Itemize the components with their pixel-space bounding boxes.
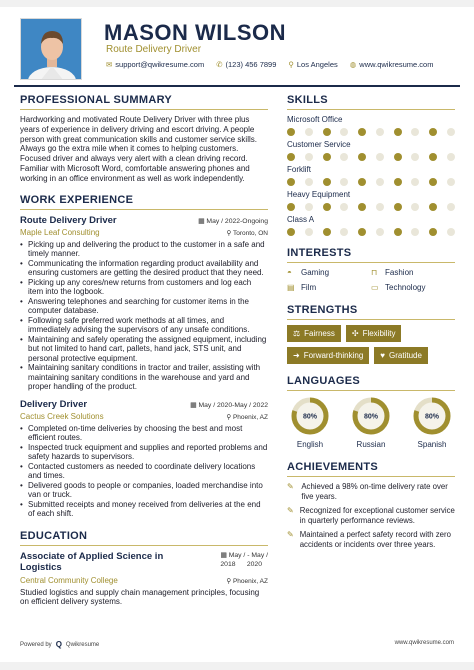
achievement-text: Recognized for exceptional customer service in quarterly performance reviews. (299, 506, 455, 525)
laptop-icon: ▭ (371, 283, 379, 292)
job-date-text: May / 2020-May / 2022 (198, 401, 268, 409)
mail-icon: ✉ (106, 60, 113, 69)
rating-dot (358, 128, 366, 136)
interest-label: Gaming (301, 268, 330, 277)
summary-title: PROFESSIONAL SUMMARY (20, 94, 173, 106)
job-location (226, 413, 268, 421)
email-item[interactable] (106, 60, 204, 69)
rating-dot (287, 228, 295, 236)
strength-label: Gratitude (389, 351, 422, 360)
qwikresume-logo-icon: Q (55, 640, 62, 649)
interests-title: INTERESTS (287, 247, 352, 259)
job-bullets (20, 240, 268, 392)
skill-item (287, 165, 455, 186)
profile-photo (20, 18, 82, 80)
rating-dot (411, 178, 419, 186)
section-rule (20, 545, 268, 546)
rating-dot (376, 228, 384, 236)
achievement-item (287, 506, 455, 525)
film-icon: ▤ (287, 283, 295, 292)
skill-item (287, 190, 455, 211)
bullet-item: • Submitted receipts and money received from deliveries at the end of each shift. (20, 500, 268, 519)
language-item (287, 396, 333, 449)
rating-dot (429, 228, 437, 236)
rating-dot (429, 153, 437, 161)
rating-dot (394, 203, 402, 211)
rating-dot (305, 153, 313, 161)
rating-dot (447, 228, 455, 236)
degree-title: Associate of Applied Science in Logistics (20, 550, 164, 574)
contact-row (106, 60, 433, 69)
rating-dot (305, 228, 313, 236)
achievement-text: Achieved a 98% on-time delivery rate over five years. (301, 482, 448, 501)
location-text: Los Angeles (296, 60, 338, 69)
school-location (226, 577, 268, 585)
email-text: support@qwikresume.com (115, 60, 205, 69)
rating-dot (287, 203, 295, 211)
strength-tag (346, 325, 402, 342)
bullet-item: • Following safe preferred work methods at all times, and immediately advising the supervisors of any unsafe conditions. (20, 316, 268, 335)
rating-dot (323, 128, 331, 136)
gamepad-icon: ◓ (287, 268, 292, 277)
section-rule (287, 390, 455, 391)
rating-dot (358, 228, 366, 236)
job-location (227, 229, 269, 237)
skill-rating (287, 203, 455, 211)
interest-item (287, 283, 371, 292)
rating-dot (429, 178, 437, 186)
rating-dot (340, 228, 348, 236)
skills-list (287, 115, 455, 236)
school-name: Central Community College (20, 575, 118, 585)
edu-date-4: 2020 (246, 560, 262, 568)
bullet-item: • Delivered goods to people or companies, loaded merchandise into van or truck. (20, 481, 268, 500)
rating-dot (411, 153, 419, 161)
rating-dot (287, 153, 295, 161)
website-item[interactable] (350, 60, 434, 69)
language-progress-ring (290, 396, 330, 436)
scale-icon: ⚖ (293, 329, 301, 338)
heart-icon: ♥ (380, 351, 386, 360)
job-2 (20, 399, 268, 519)
rating-dot (305, 128, 313, 136)
rating-dot (429, 203, 437, 211)
section-rule (287, 319, 455, 320)
rating-dot (358, 203, 366, 211)
skill-name: Heavy Equipment (287, 190, 351, 199)
puzzle-icon: ✣ (351, 329, 359, 338)
education-date (220, 551, 268, 569)
rating-dot (340, 128, 348, 136)
candidate-role: Route Delivery Driver (106, 44, 202, 55)
badge-icon: ✎ (287, 506, 294, 516)
rating-dot (447, 203, 455, 211)
experience-title: WORK EXPERIENCE (20, 193, 134, 206)
rating-dot (394, 178, 402, 186)
interest-item (371, 268, 455, 277)
job-title: Route Delivery Driver (20, 214, 117, 226)
language-percent: 80% (363, 413, 379, 421)
achievement-item (287, 530, 455, 549)
strength-tags (287, 325, 455, 364)
bullet-item: • Inspected truck equipment and supplies and reported problems and safety hazards to supervisors. (20, 443, 268, 462)
strengths-title: STRENGTHS (287, 304, 358, 316)
strength-tag (287, 325, 341, 342)
rating-dot (323, 228, 331, 236)
language-name: English (296, 440, 324, 449)
shopping-bag-icon: ⊓ (371, 268, 378, 277)
edu-date-2: 2018 (220, 560, 236, 568)
languages-list (287, 396, 455, 449)
section-rule (287, 262, 455, 263)
rating-dot (411, 228, 419, 236)
calendar-icon: ▦ (220, 551, 229, 559)
interest-label: Fashion (385, 268, 414, 277)
footer-bar (0, 662, 474, 670)
powered-by-text: Powered by (20, 641, 52, 648)
rating-dot (376, 203, 384, 211)
language-item (348, 396, 394, 449)
calendar-icon: ▦ (198, 217, 207, 225)
calendar-icon: ▦ (190, 401, 199, 409)
right-column (287, 94, 455, 555)
rating-dot (358, 178, 366, 186)
strength-label: Fairness (304, 329, 335, 338)
footer-site[interactable]: www.qwikresume.com (394, 640, 454, 646)
section-rule (20, 109, 268, 110)
rating-dot (287, 178, 295, 186)
bullet-item: • Communicating the information regarding product availability and ensuring customers are getting the desired product that they need. (20, 259, 268, 278)
skill-item (287, 115, 455, 136)
language-name: Russian (356, 440, 386, 449)
pin-icon: ⚲ (226, 577, 233, 585)
job-1 (20, 215, 268, 392)
school-location-text: Phoenix, AZ (232, 577, 268, 585)
rating-dot (340, 178, 348, 186)
section-rule (20, 209, 268, 210)
rating-dot (376, 153, 384, 161)
job-location-text: Toronto, ON (232, 229, 268, 237)
skill-rating (287, 153, 455, 161)
bullet-item: • Picking up any cores/new returns from customers and log each item into the logbook. (20, 278, 268, 297)
bullet-item: • Contacted customers as needed to coordinate delivery locations and times. (20, 462, 268, 481)
achievement-item (287, 482, 455, 501)
skill-rating (287, 128, 455, 136)
section-rule (287, 109, 455, 110)
skill-name: Forklift (287, 165, 311, 174)
bullet-item: • Maintaining and safely operating the assigned equipment, including but not limited to hand cart, pallets, hand jack, STS unit, and personal protective equipment. (20, 335, 268, 364)
rating-dot (394, 153, 402, 161)
phone-icon: ✆ (216, 60, 223, 69)
footer-brand (20, 640, 99, 649)
rating-dot (394, 128, 402, 136)
language-percent: 80% (424, 413, 440, 421)
language-name: Spanish (417, 440, 447, 449)
summary-text: Hardworking and motivated Route Delivery Driver with three plus years of experience in delivery driving and escort driving. A people person with great communication skills and customer service skills. Always go the extra mile when it comes to helping customers. Focused driver and always very alert with a clean driving record. Familiar with Microsoft Word, comfortable answering phones and working in an office environment as well as work independently. (20, 115, 257, 183)
strength-tag (374, 347, 428, 364)
language-percent: 80% (302, 413, 318, 421)
job-date (198, 217, 268, 225)
rating-dot (376, 128, 384, 136)
job-title: Delivery Driver (20, 398, 88, 410)
company-name: Maple Leaf Consulting (20, 227, 100, 237)
job-location-text: Phoenix, AZ (232, 413, 268, 421)
education-text: Studied logistics and supply chain management principles, focusing on efficient delivery systems. (20, 587, 260, 607)
skill-item (287, 215, 455, 236)
rating-dot (411, 203, 419, 211)
interests-grid (287, 268, 455, 292)
arrow-right-icon: ➜ (293, 351, 300, 360)
edu-date-3: - May / (247, 551, 268, 559)
achievement-text: Maintained a perfect safety record with zero accidents or incidents over three years. (299, 530, 451, 549)
rating-dot (447, 153, 455, 161)
bullet-item: • Completed on-time deliveries by choosing the best and most efficient routes. (20, 424, 268, 443)
rating-dot (323, 178, 331, 186)
strength-label: Forward-thinking (303, 351, 364, 360)
rating-dot (447, 128, 455, 136)
candidate-name: MASON WILSON (104, 20, 286, 45)
pin-icon: ⚲ (226, 413, 233, 421)
interest-item (287, 268, 371, 277)
left-column (20, 94, 268, 607)
strength-tag (287, 347, 369, 364)
skill-name: Class A (287, 215, 315, 224)
rating-dot (340, 153, 348, 161)
language-item (409, 396, 455, 449)
rating-dot (429, 128, 437, 136)
phone-item (216, 60, 276, 69)
map-pin-icon: ⚲ (288, 60, 294, 69)
language-progress-ring (351, 396, 391, 436)
rating-dot (358, 153, 366, 161)
job-bullets (20, 424, 268, 519)
edu-date-1: May / (228, 551, 246, 559)
achievements-title: ACHIEVEMENTS (287, 461, 378, 473)
languages-title: LANGUAGES (287, 375, 360, 387)
rating-dot (305, 178, 313, 186)
interest-item (371, 283, 455, 292)
brand-text: Qwikresume (65, 641, 100, 648)
rating-dot (287, 128, 295, 136)
location-item (288, 60, 337, 69)
rating-dot (305, 203, 313, 211)
bullet-item: • Picking up and delivering the product to the customer in a safe and timely manner. (20, 240, 268, 259)
strength-label: Flexibility (362, 329, 396, 338)
interest-label: Film (301, 283, 317, 292)
globe-icon: ◍ (349, 60, 357, 69)
job-date (190, 401, 268, 409)
rating-dot (447, 178, 455, 186)
pin-icon: ⚲ (226, 229, 233, 237)
education-entry (20, 551, 268, 574)
skill-rating (287, 178, 455, 186)
badge-icon: ✎ (287, 482, 294, 491)
section-rule (287, 476, 455, 477)
skill-rating (287, 228, 455, 236)
top-bar (0, 0, 474, 7)
website-text: www.qwikresume.com (359, 60, 434, 69)
skill-name: Microsoft Office (287, 115, 343, 124)
rating-dot (323, 203, 331, 211)
bullet-item: • Answering telephones and searching for customer items in the computer database. (20, 297, 268, 316)
interest-label: Technology (385, 283, 426, 292)
achievements-list (287, 482, 455, 550)
rating-dot (376, 178, 384, 186)
badge-icon: ✎ (287, 530, 294, 540)
language-progress-ring (412, 396, 452, 436)
skills-title: SKILLS (287, 94, 328, 106)
header-divider (14, 85, 460, 87)
job-date-text: May / 2022-Ongoing (206, 217, 268, 225)
rating-dot (394, 228, 402, 236)
education-title: EDUCATION (20, 529, 88, 542)
rating-dot (340, 203, 348, 211)
rating-dot (411, 128, 419, 136)
skill-name: Customer Service (287, 140, 351, 149)
rating-dot (323, 153, 331, 161)
company-name: Cactus Creek Solutions (20, 411, 104, 421)
skill-item (287, 140, 455, 161)
bullet-item: • Maintaining sanitary conditions in tractor and trailer, assisting with maintaining sanitary conditions in the warehouse and yard and proper handling of the product. (20, 363, 268, 392)
phone-text: (123) 456 7899 (225, 60, 277, 69)
